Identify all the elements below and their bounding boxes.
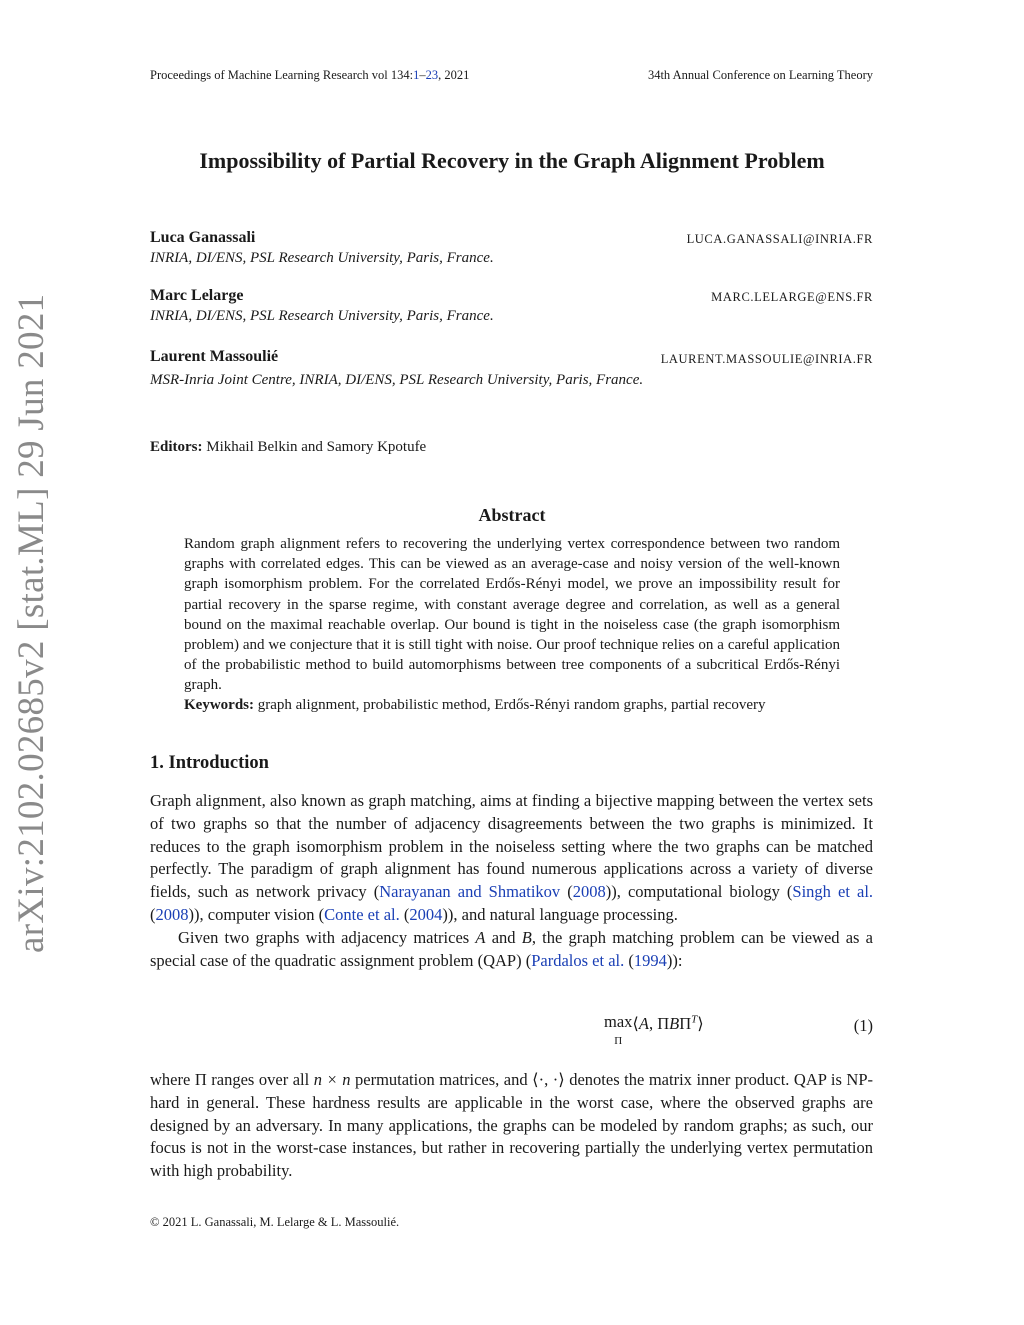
author-email[interactable]: LUCA.GANASSALI@INRIA.FR (686, 232, 873, 246)
arxiv-identifier-stamp: arXiv:2102.02685v2 [stat.ML] 29 Jun 2021 (11, 293, 52, 953)
author-affiliation: INRIA, DI/ENS, PSL Research University, Paris, France. (150, 308, 494, 324)
abstract-heading: Abstract (478, 505, 546, 525)
keywords-label: Keywords: (184, 697, 254, 713)
citation-year-link[interactable]: 1994 (633, 950, 667, 970)
author-name: Luca Ganassali (150, 229, 256, 246)
editors-names: Mikhail Belkin and Samory Kpotufe (202, 439, 427, 455)
editors-label: Editors: (150, 439, 203, 455)
editors-line (150, 439, 426, 456)
citation-year-link[interactable]: 2008 (155, 904, 189, 924)
equation-1 (150, 1014, 873, 1054)
pages-end-link[interactable]: 23 (425, 68, 439, 82)
author-affiliation: MSR-Inria Joint Centre, INRIA, DI/ENS, PSL Research University, Paris, France. (150, 372, 644, 388)
citation-link[interactable]: Narayanan and Shmatikov (379, 882, 561, 902)
section-heading: 1. Introduction (150, 753, 269, 773)
author-email[interactable]: MARC.LELARGE@ENS.FR (711, 290, 873, 304)
running-header-left: Proceedings of Machine Learning Research vol 134:1–23, 2021 (150, 68, 470, 82)
equation-body: max Π⟨A, $\Pi B\Pi^T⟩$ (604, 1012, 704, 1047)
copyright-footer: © 2021 L. Ganassali, M. Lelarge & L. Massoulié. (150, 1215, 400, 1229)
citation-year-link[interactable]: 2008 (572, 882, 606, 902)
intro-paragraph: Graph alignment, also known as graph matching, aims at finding a bijective mapping between the vertex sets of two graphs so that the number of adjacency disagreements between the two graphs is minimized. It reduces to the graph isomorphism problem in the noiseless setting where the two graphs can be matched perfectly. The paradigm of graph alignment has found numerous applications across a variety of diverse fields, such as network privacy (Narayanan and Shmatikov (2008)), computational biology (Singh et al. (2008)), computer vision (Conte et al. (2004)), and natural language processing. Given two graphs with adjacency matrices A and B, the graph matching problem can be viewed as a special case of the quadratic assignment problem (QAP) (Pardalos et al. (1994)): (150, 791, 874, 970)
equation-subscript: Π (614, 1034, 623, 1047)
abstract-text: Random graph alignment refers to recovering the underlying vertex correspondence between two random graphs with correlated edges. This can be viewed as an average-case and noisy version of the well-known graph isomorphism problem. For the correlated Erdős-Rényi model, we prove an impossibility result for partial recovery in the sparse regime, with constant average degree and correlation, as well as a general bound on the maximal reachable overlap. Our bound is tight in the noiseless case (the graph isomorphism problem) and we conjecture that it is still tight with noise. Our proof technique relies on a careful application of the probabilistic method to build automorphisms between tree components of a subcritical Erdős-Rényi graph. (184, 536, 840, 694)
citation-year-link[interactable]: 2004 (409, 904, 443, 924)
citation-link[interactable]: Pardalos et al. (531, 950, 625, 970)
paper-title: Impossibility of Partial Recovery in the Graph Alignment Problem (199, 148, 825, 173)
citation-link[interactable]: Conte et al. (324, 904, 400, 924)
author-affiliation: INRIA, DI/ENS, PSL Research University, Paris, France. (150, 250, 494, 266)
author-name: Laurent Massoulié (150, 348, 279, 365)
intro-paragraph: where Π ranges over all n × n permutation matrices, and ⟨·, ·⟩ denotes the matrix inner product. QAP is NP-hard in general. These hardness results are applicable in the worst case, where the observed graphs are designed by an adversary. In many applications, the graphs can be modeled by random graphs; as such, our focus is not in the worst-case instances, but rather in recovering partially the underlying vertex permutation with high probability. (150, 1070, 873, 1181)
author-name: Marc Lelarge (150, 287, 244, 304)
equation-number: (1) (853, 1016, 873, 1035)
equation-operator: max (604, 1012, 633, 1031)
author-email[interactable]: LAURENT.MASSOULIE@INRIA.FR (660, 352, 873, 366)
keywords-line (184, 697, 864, 714)
citation-link[interactable]: Singh et al. (792, 882, 874, 902)
pages-start-link[interactable]: 1 (413, 68, 420, 82)
running-header-right: 34th Annual Conference on Learning Theory (647, 68, 873, 82)
keywords-list: graph alignment, probabilistic method, Erdős-Rényi random graphs, partial recovery (254, 697, 766, 713)
